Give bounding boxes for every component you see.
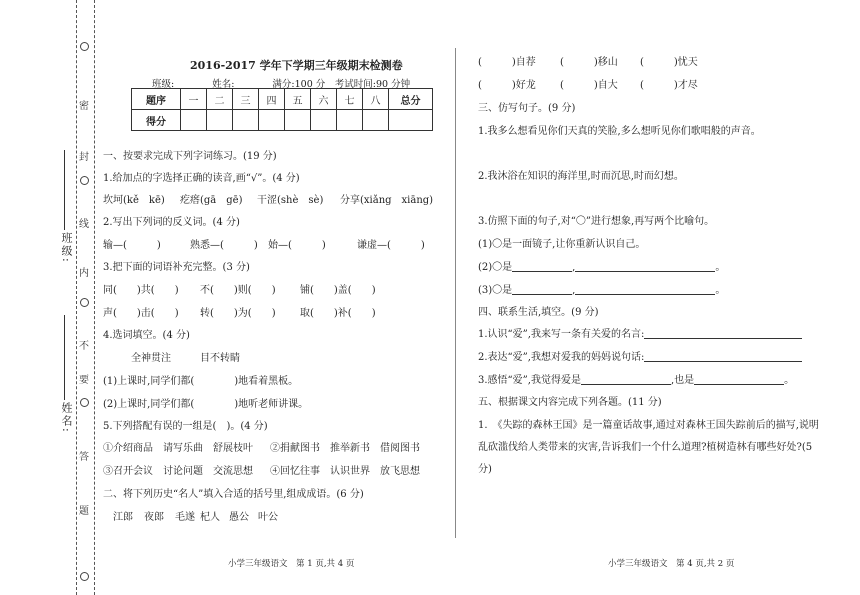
score-table-score-row bbox=[132, 110, 433, 131]
question-3: 3.把下面的词语补充完整。(3 分) bbox=[103, 262, 250, 273]
section-4-heading: 四、联系生活,填空。(9 分) bbox=[478, 307, 599, 318]
score-cell: 三 bbox=[233, 89, 259, 110]
binding-hole-icon bbox=[80, 176, 89, 185]
s5-question-1-line-3: 分) bbox=[478, 464, 492, 475]
score-cell: 得分 bbox=[132, 110, 181, 131]
answer-blank[interactable] bbox=[581, 373, 671, 385]
answer-blank[interactable] bbox=[575, 260, 715, 272]
q2-item: 输—( ) bbox=[103, 240, 161, 251]
section-5-heading: 五、根据课文内容完成下列各题。(11 分) bbox=[478, 397, 662, 408]
question-1: 1.给加点的字选择正确的读音,画“√”。(4 分) bbox=[103, 173, 300, 184]
s4-q3-label: 3.感悟“爱”,我觉得爱是 bbox=[478, 375, 581, 386]
question-2: 2.写出下列词的反义词。(4 分) bbox=[103, 217, 240, 228]
left-footer: 小学三年级语文 第 1 页,共 4 页 bbox=[228, 559, 355, 569]
q5-option: ③召开会议 讨论问题 交流思想 bbox=[103, 466, 253, 477]
answer-blank[interactable] bbox=[694, 373, 784, 385]
q4-word: 全神贯注 bbox=[131, 353, 171, 364]
s4-q2-label: 2.表达“爱”,我想对爱我的妈妈说句话: bbox=[478, 352, 645, 363]
score-input-cell[interactable] bbox=[311, 110, 337, 131]
seal-char: 封 bbox=[79, 152, 89, 163]
s4-question-2 bbox=[478, 348, 802, 363]
binding-strip bbox=[0, 0, 100, 595]
question-5: 5.下列搭配有误的一组是( )。(4 分) bbox=[103, 421, 268, 432]
seal-char: 要 bbox=[79, 375, 89, 386]
s4-q3-mid: ,也是 bbox=[670, 375, 695, 386]
right-footer: 小学三年级语文 第 4 页,共 2 页 bbox=[608, 559, 735, 569]
answer-blank[interactable] bbox=[644, 350, 802, 362]
s4-question-3: 3.感悟“爱”,我觉得爱是 ,也是 。 bbox=[478, 375, 795, 386]
class-label: 班级: bbox=[60, 232, 73, 264]
score-input-cell[interactable] bbox=[207, 110, 233, 131]
question-4: 4.选词填空。(4 分) bbox=[103, 330, 190, 341]
s5-question-1-line-1: 1. 《失踪的森林王国》是一篇童话故事,通过对森林王国失踪前后的描写,说明 bbox=[478, 420, 819, 431]
binding-dashed-line-inner bbox=[94, 0, 95, 595]
score-cell: 题序 bbox=[132, 89, 181, 110]
score-input-cell[interactable] bbox=[233, 110, 259, 131]
section-2-heading: 二、将下列历史“名人”填入合适的括号里,组成成语。(6 分) bbox=[103, 489, 364, 500]
score-input-cell[interactable] bbox=[285, 110, 311, 131]
q3-item: 同( )共( ) bbox=[103, 285, 179, 296]
score-table-header-row bbox=[132, 89, 433, 110]
answer-blank[interactable] bbox=[644, 327, 802, 339]
q3-item: 声( )击( ) bbox=[103, 308, 179, 319]
binding-hole-icon bbox=[80, 298, 89, 307]
score-cell: 七 bbox=[337, 89, 363, 110]
s2-word: 夜郎 bbox=[144, 512, 164, 523]
s3-question-2: 2.我沐浴在知识的海洋里,时而沉思,时而幻想。 bbox=[478, 171, 684, 182]
answer-blank[interactable] bbox=[512, 283, 572, 295]
seal-char: 内 bbox=[79, 268, 89, 279]
exam-info-line: 班级: 姓名: 满分:100 分 考试时间:90 分钟 bbox=[152, 79, 411, 90]
score-input-cell[interactable] bbox=[181, 110, 207, 131]
q1-item: 坎坷(kě kē) bbox=[103, 195, 165, 206]
q4-sentence-2: (2)上课时,同学们都( )地听老师讲课。 bbox=[103, 399, 309, 410]
seal-char: 答 bbox=[79, 452, 89, 463]
q5-option: ①介绍商品 请写乐曲 舒展枝叶 bbox=[103, 443, 253, 454]
q3-item: 铺( )盖( ) bbox=[300, 285, 376, 296]
score-cell: 总分 bbox=[389, 89, 433, 110]
exam-title: 2016-2017 学年下学期三年级期末检测卷 bbox=[190, 59, 403, 72]
score-input-cell[interactable] bbox=[363, 110, 389, 131]
q4-sentence-1: (1)上课时,同学们都( )地看着黑板。 bbox=[103, 376, 299, 387]
q5-option: ②捐献图书 推举新书 借阅图书 bbox=[270, 443, 420, 454]
s3-question-3: 3.仿照下面的句子,对“〇”进行想象,再写两个比喻句。 bbox=[478, 216, 715, 227]
score-cell: 六 bbox=[311, 89, 337, 110]
name-label: 姓名: bbox=[60, 402, 73, 434]
q3-item: 取( )补( ) bbox=[300, 308, 376, 319]
score-cell: 五 bbox=[285, 89, 311, 110]
q1-item: 干涩(shè sè) bbox=[257, 195, 324, 206]
score-cell: 四 bbox=[259, 89, 285, 110]
binding-hole-icon bbox=[80, 398, 89, 407]
idiom-blank: ( )才尽 bbox=[640, 80, 698, 91]
class-fill-line bbox=[64, 150, 65, 230]
section-3-heading: 三、仿写句子。(9 分) bbox=[478, 103, 576, 114]
q2-item: 熟悉—( ) bbox=[190, 240, 258, 251]
seal-char: 题 bbox=[79, 506, 89, 517]
binding-dashed-line-outer bbox=[76, 0, 77, 595]
s3-q3-item-2: (2)〇是 , 。 bbox=[478, 262, 726, 273]
idiom-blank: ( )移山 bbox=[560, 57, 618, 68]
q1-item: 分享(xiǎng xiāng) bbox=[340, 195, 434, 206]
s2-word: 叶公 bbox=[258, 512, 278, 523]
s3-q3-item-2-label: (2)〇是 bbox=[478, 262, 513, 273]
s5-question-1-line-2: 乱砍滥伐给人类带来的灾害,告诉我们一个什么道理?植树造林有哪些好处?(5 bbox=[478, 442, 813, 453]
s2-word: 毛遂 bbox=[175, 512, 195, 523]
score-cell: 二 bbox=[207, 89, 233, 110]
idiom-blank: ( )忧天 bbox=[640, 57, 698, 68]
score-cell: 八 bbox=[363, 89, 389, 110]
idiom-blank: ( )好龙 bbox=[478, 80, 536, 91]
q2-item: 谦虚—( ) bbox=[357, 240, 425, 251]
s3-q3-example: (1)〇是一面镜子,让你重新认识自己。 bbox=[478, 239, 646, 250]
seal-char: 不 bbox=[79, 341, 89, 352]
name-fill-line bbox=[64, 315, 65, 400]
score-input-cell[interactable] bbox=[389, 110, 433, 131]
score-cell: 一 bbox=[181, 89, 207, 110]
section-1-heading: 一、按要求完成下列字词练习。(19 分) bbox=[103, 151, 277, 162]
s4-q1-label: 1.认识“爱”,我来写一条有关爱的名言: bbox=[478, 329, 645, 340]
q2-item: 始—( ) bbox=[268, 240, 326, 251]
q5-option: ④回忆往事 认识世界 放飞思想 bbox=[270, 466, 420, 477]
score-table bbox=[131, 88, 433, 131]
answer-blank[interactable] bbox=[512, 260, 572, 272]
s3-q3-item-3: (3)〇是 , 。 bbox=[478, 285, 726, 296]
seal-char: 密 bbox=[79, 101, 89, 112]
q4-word: 目不转睛 bbox=[200, 353, 240, 364]
page-divider bbox=[455, 48, 456, 538]
s2-word: 愚公 bbox=[229, 512, 249, 523]
score-input-cell[interactable] bbox=[337, 110, 363, 131]
binding-hole-icon bbox=[80, 572, 89, 581]
answer-blank[interactable] bbox=[575, 283, 715, 295]
q3-item: 不( )则( ) bbox=[200, 285, 276, 296]
s2-word: 江郎 bbox=[113, 512, 133, 523]
q1-item: 疙瘩(gā gē) bbox=[180, 195, 243, 206]
score-input-cell[interactable] bbox=[259, 110, 285, 131]
seal-char: 线 bbox=[79, 219, 89, 230]
s2-word: 杞人 bbox=[200, 512, 220, 523]
s3-q3-item-3-label: (3)〇是 bbox=[478, 285, 513, 296]
s4-question-1 bbox=[478, 325, 802, 340]
binding-hole-icon bbox=[80, 42, 89, 51]
s3-question-1: 1.我多么想看见你们天真的笑脸,多么想听见你们歌唱般的声音。 bbox=[478, 126, 761, 137]
q3-item: 转( )为( ) bbox=[200, 308, 276, 319]
idiom-blank: ( )自大 bbox=[560, 80, 618, 91]
idiom-blank: ( )自荐 bbox=[478, 57, 536, 68]
